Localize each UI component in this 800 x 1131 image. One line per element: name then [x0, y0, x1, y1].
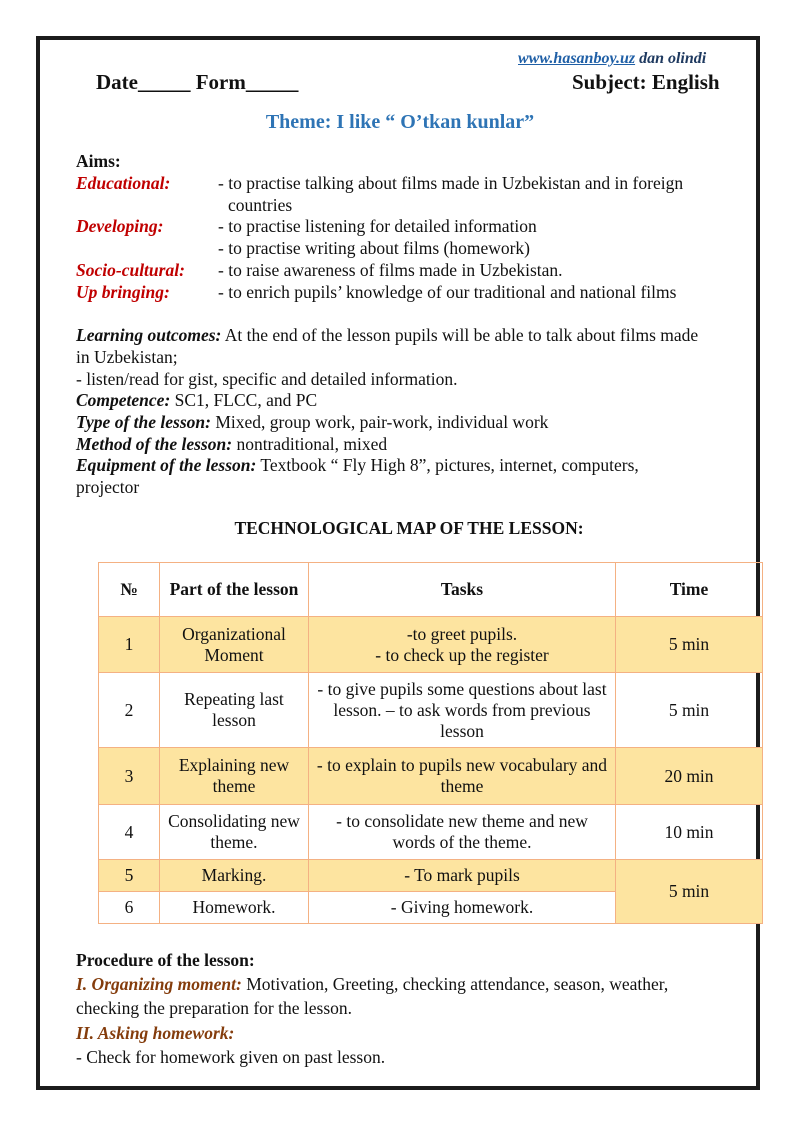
date-form-line: Date_____ Form_____: [96, 70, 299, 94]
subject-line: Subject: English: [572, 70, 720, 94]
procedure-title: Procedure of the lesson:: [76, 950, 255, 970]
row-tasks: - to consolidate new theme and new words of the theme.: [309, 805, 616, 860]
educational-aim: - to practise talking about films made in Uzbekistan and in foreign: [218, 173, 684, 193]
socio-label: Socio-cultural:: [76, 260, 185, 280]
row-tasks: -to greet pupils. - to check up the register: [309, 617, 616, 673]
row-part: Repeating last lesson: [160, 673, 309, 748]
row-tasks: - Giving homework.: [309, 892, 616, 924]
aims-title: Aims:: [76, 151, 121, 171]
outcomes-label: Learning outcomes:: [76, 325, 222, 345]
method-label: Method of the lesson:: [76, 434, 233, 454]
organizing-label: I. Organizing moment:: [76, 974, 242, 994]
socio-aim: - to raise awareness of films made in Uzbekistan.: [218, 260, 563, 280]
row-part: Marking.: [160, 860, 309, 892]
method-value: nontraditional, mixed: [232, 434, 388, 454]
row-number: 3: [99, 748, 160, 805]
map-title: TECHNOLOGICAL MAP OF THE LESSON:: [234, 518, 584, 538]
upbringing-aim: - to enrich pupils’ knowledge of our traditional and national films: [218, 282, 677, 302]
row-number: 2: [99, 673, 160, 748]
equipment-label: Equipment of the lesson:: [76, 455, 257, 475]
type-label: Type of the lesson:: [76, 412, 211, 432]
row-part: Consolidating new theme.: [160, 805, 309, 860]
row-tasks: - to give pupils some questions about last lesson. – to ask words from previous lesson: [309, 673, 616, 748]
row-tasks: - To mark pupils: [309, 860, 616, 892]
row-part: Homework.: [160, 892, 309, 924]
organizing-text: Motivation, Greeting, checking attendance, season, weather,: [241, 974, 669, 994]
row-time: 5 min: [616, 617, 763, 673]
organizing-line: [76, 974, 668, 995]
row-number: 1: [99, 617, 160, 673]
source-suffix: dan olindi: [635, 50, 707, 67]
outcomes-text: At the end of the lesson pupils will be able to talk about films made: [221, 325, 699, 345]
row-number: 5: [99, 860, 160, 892]
educational-aim-cont: countries: [228, 195, 293, 215]
row-time: 5 min: [616, 860, 763, 924]
header-tasks: Tasks: [309, 563, 616, 617]
outcomes-skill: - listen/read for gist, specific and detailed information.: [76, 369, 458, 389]
row-time: 10 min: [616, 805, 763, 860]
developing-aim-1: - to practise listening for detailed information: [218, 216, 537, 236]
table-row: [99, 617, 763, 673]
homework-label: II. Asking homework:: [76, 1023, 235, 1043]
source-note: [518, 50, 706, 68]
outcomes-cont: in Uzbekistan;: [76, 347, 178, 367]
source-link[interactable]: www.hasanboy.uz: [518, 50, 636, 67]
outcomes-line: [76, 325, 698, 346]
equipment-cont: projector: [76, 477, 140, 497]
homework-text: - Check for homework given on past lesson.: [76, 1047, 386, 1067]
type-value: Mixed, group work, pair-work, individual work: [210, 412, 549, 432]
row-time: 5 min: [616, 673, 763, 748]
row-tasks: - to explain to pupils new vocabulary and theme: [309, 748, 616, 805]
equipment-value: Textbook “ Fly High 8”, pictures, internet, computers,: [256, 455, 639, 475]
table-row: [99, 673, 763, 748]
header-number: №: [99, 563, 160, 617]
table-row: [99, 748, 763, 805]
header-time: Time: [616, 563, 763, 617]
organizing-cont: checking the preparation for the lesson.: [76, 998, 353, 1018]
lesson-map-table: [98, 562, 763, 924]
header-part: Part of the lesson: [160, 563, 309, 617]
competence-value: SC1, FLCC, and PC: [170, 390, 318, 410]
competence-label: Competence:: [76, 390, 171, 410]
developing-aim-2: - to practise writing about films (homework): [218, 238, 531, 258]
equipment-line: [76, 455, 639, 476]
lesson-theme: Theme: I like “ O’tkan kunlar”: [265, 111, 535, 133]
row-number: 6: [99, 892, 160, 924]
table-row: [99, 805, 763, 860]
educational-label: Educational:: [76, 173, 171, 193]
upbringing-label: Up bringing:: [76, 282, 170, 302]
type-line: [76, 412, 548, 433]
competence-line: [76, 390, 317, 411]
table-header-row: [99, 563, 763, 617]
method-line: [76, 434, 387, 455]
row-part: Organizational Moment: [160, 617, 309, 673]
row-number: 4: [99, 805, 160, 860]
row-part: Explaining new theme: [160, 748, 309, 805]
row-time: 20 min: [616, 748, 763, 805]
developing-label: Developing:: [76, 216, 164, 236]
table-row: [99, 860, 763, 892]
